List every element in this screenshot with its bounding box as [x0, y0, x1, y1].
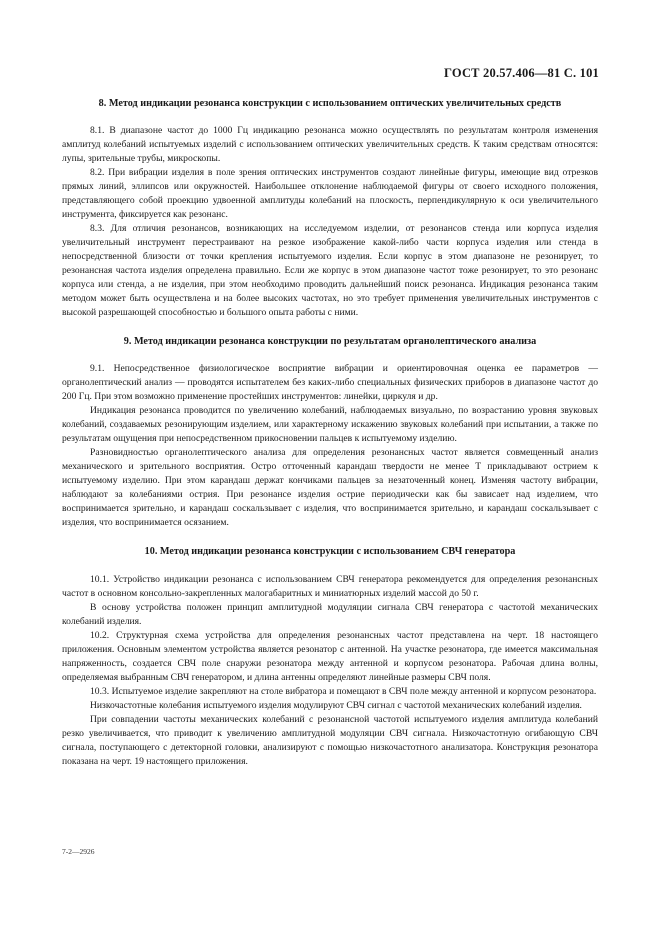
paragraph: 8.3. Для отличия резонансов, возникающих на исследуемом изделии, от резонансов стенда или корпуса изделия увеличительный инструмент перестраивают на резкое изображение какой-либо части корпуса изделия или стенда в непосредственной близости от точки крепления испытуемого изделия. Если корпус в этом диапазоне не резонирует, то резонансная частота изделия определена правильно. Если же корпус в этом диапазоне частот тоже резонирует, то это резонанс корпуса или стенда, а не изделия, при этом необходимо проводить дальнейший поиск резонанса. Индикация резонанса таким методом может быть осуществлена и на более высоких частотах, но это требует применения увеличительных инструментов с высокой разрешающей способностью и большого опыта работы с ними.	[62, 223, 598, 319]
document-body	[62, 98, 598, 769]
section-heading: 10. Метод индикации резонанса конструкции с использованием СВЧ генератора	[144, 546, 516, 558]
paragraph: 10.1. Устройство индикации резонанса с использованием СВЧ генератора рекомендуется для определения резонансных частот в основном консольно-закрепленных малогабаритных и миниатюрных изделий массой до 50 г.	[62, 573, 598, 599]
paragraph: При совпадении частоты механических колебаний с резонансной частотой испытуемого изделия амплитуда колебаний резко увеличивается, что приводит к увеличению амплитудной модуляции СВЧ сигнала. Низкочастотную огибающую СВЧ сигнала, поступающего с детекторной головки, анализируют с помощью низкочастотного анализатора. Конструкция резонатора показана на черт. 19 настоящего приложения.	[62, 713, 598, 767]
section-heading: 9. Метод индикации резонанса конструкции по результатам органолептического анализа	[123, 336, 537, 348]
paragraph: Низкочастотные колебания испытуемого изделия модулируют СВЧ сигнал с частотой механических колебаний изделия.	[90, 699, 582, 711]
paragraph: 8.2. При вибрации изделия в поле зрения оптических инструментов создают линейные фигуры, имеющие вид отрезков прямых линий, эллипсов или окружностей. Наибольшее отклонение наблюдаемой фигуры от своего исходного положения, представляющего собой проекцию удвоенной амплитуды колебаний на плоскость, перпендикулярную к оси увеличительного инструмента, фиксируется как резонанс.	[62, 167, 598, 221]
paragraph: Индикация резонанса проводится по увеличению колебаний, наблюдаемых визуально, по возрастанию уровня звуковых колебаний, создаваемых резонирующим изделием, или характерному искажению звуковых колебаний при испытании, а также по результатам ощущения при непосредственном прикосновении пальцев к испытуемому изделию.	[62, 405, 598, 445]
print-code: 7-2—2926	[62, 847, 95, 856]
paragraph: Разновидностью органолептического анализа для определения резонансных частот является совмещенный анализ механического и зрительного восприятия. Остро отточенный карандаш твердости не менее Т прикладывают острием к испытуемому изделию. При этом карандаш держат кончиками пальцев за незаточенный конец. Изменяя частоту вибрации, наблюдают за колебаниями острия. При резонансе изделия острие периодически как бы зависает над изделием, что воспринимается зрительно, и карандаш соскальзывает с изделия, что воспринимается зрительно, и карандаш соскальзывает с изделия, что воспринимается осязанием.	[62, 447, 598, 529]
section-heading: 8. Метод индикации резонанса конструкции с использованием оптических увеличительных средств	[98, 98, 562, 109]
paragraph: 10.2. Структурная схема устройства для определения резонансных частот представлена на черт. 18 настоящего приложения. Основным элементом устройства является резонатор с антенной. На участке резонатора, где имеется максимальная напряженность, создается СВЧ поле снаружи резонатора между антенной и корпусом резонатора. Рабочая длина волны, определяемая выбранным СВЧ генератором, и длина антенны определяют линейные размеры СВЧ поля.	[62, 629, 598, 683]
section-10	[62, 546, 598, 768]
section-8	[62, 98, 598, 320]
page-header: ГОСТ 20.57.406—81 С. 101	[444, 66, 599, 80]
paragraph: 8.1. В диапазоне частот до 1000 Гц индикацию резонанса можно осуществлять по результатам контроля изменения амплитуд колебаний испытуемых изделий с использованием оптических увеличительных средств. К таким средствам относятся: лупы, зрительные трубы, микроскопы.	[62, 125, 598, 165]
paragraph: 9.1. Непосредственное физиологическое восприятие вибрации и ориентировочная оценка ее параметров — органолептический анализ — проводятся испытателем без каких-либо специальных физических приборов в диапазоне частот до 200 Гц. При этом возможно применение простейших инструментов: линейки, циркуля и др.	[62, 363, 598, 403]
paragraph: 10.3. Испытуемое изделие закрепляют на столе вибратора и помещают в СВЧ поле между антенной и корпусом резонатора.	[90, 685, 597, 697]
paragraph: В основу устройства положен принцип амплитудной модуляции сигнала СВЧ генератора с частотой механических колебаний изделия.	[62, 601, 598, 627]
section-9	[62, 336, 598, 530]
